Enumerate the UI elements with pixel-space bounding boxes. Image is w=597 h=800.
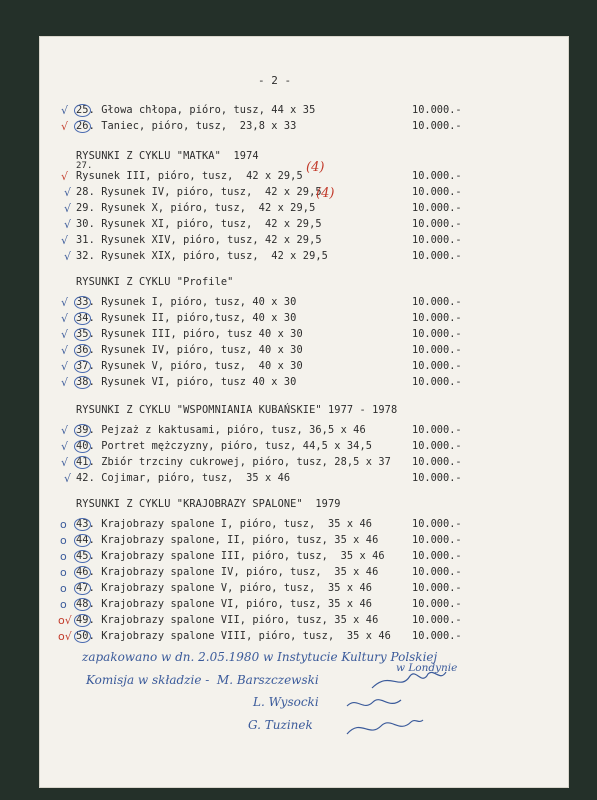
check-mark-icon: √ xyxy=(61,424,69,437)
list-item: 31. Rysunek XIV, pióro, tusz, 42 x 29,5 xyxy=(76,234,322,246)
list-item: 30. Rysunek XI, pióro, tusz, 42 x 29,5 xyxy=(76,218,322,230)
list-item: Rysunek III, pióro, tusz, 42 x 29,5 xyxy=(76,170,303,182)
list-item: 40. Portret mężczyzny, pióro, tusz, 44,5 x 34,5 xyxy=(76,440,373,452)
ink-circle xyxy=(74,440,91,453)
list-item: 46. Krajobrazy spalone IV, pióro, tusz, 35 x 46 xyxy=(76,566,379,578)
item-price: 10.000.- xyxy=(412,456,462,468)
check-mark-icon: √ xyxy=(61,104,69,117)
item-price: 10.000.- xyxy=(412,376,462,388)
ink-circle xyxy=(74,630,91,643)
check-mark-icon: √ xyxy=(61,376,69,389)
check-mark-icon: √ xyxy=(61,296,69,309)
list-item: 35. Rysunek III, pióro, tusz 40 x 30 xyxy=(76,328,303,340)
item-price: 10.000.- xyxy=(412,202,462,214)
check-mark-icon: √ xyxy=(61,328,69,341)
list-item: 36. Rysunek IV, pióro, tusz, 40 x 30 xyxy=(76,344,303,356)
list-item: 43. Krajobrazy spalone I, pióro, tusz, 35 x 46 xyxy=(76,518,373,530)
list-item: 32. Rysunek XIX, pióro, tusz, 42 x 29,5 xyxy=(76,250,328,262)
list-item: 49. Krajobrazy spalone VII, pióro, tusz, 35 x 46 xyxy=(76,614,379,626)
item-price: 10.000.- xyxy=(412,566,462,578)
handwritten-location-note: w Londynie xyxy=(396,662,458,674)
item-price: 10.000.- xyxy=(412,614,462,626)
list-item: 42. Cojimar, pióro, tusz, 35 x 46 xyxy=(76,472,291,484)
circle-mark-icon: o xyxy=(60,534,67,547)
item-price: 10.000.- xyxy=(412,440,462,452)
circle-mark-icon: o xyxy=(60,566,67,579)
item-price: 10.000.- xyxy=(412,360,462,372)
check-mark-icon: √ xyxy=(61,120,69,133)
item-price: 10.000.- xyxy=(412,630,462,642)
item-price: 10.000.- xyxy=(412,328,462,340)
list-item: 38. Rysunek VI, pióro, tusz 40 x 30 xyxy=(76,376,297,388)
signature-2 xyxy=(345,692,405,714)
page-number: - 2 - xyxy=(258,74,292,87)
section-heading: RYSUNKI Z CYKLU "WSPOMNIANIA KUBAŃSKIE" 1977 - 1978 xyxy=(76,404,398,416)
list-item: 50. Krajobrazy spalone VIII, pióro, tusz, 35 x 46 xyxy=(76,630,391,642)
item-price: 10.000.- xyxy=(412,472,462,484)
item-price: 10.000.- xyxy=(412,598,462,610)
check-mark-icon: √ xyxy=(64,218,72,231)
item-price: 10.000.- xyxy=(412,312,462,324)
check-mark-icon: √ xyxy=(64,472,72,485)
ink-circle xyxy=(74,312,91,325)
ink-circle xyxy=(74,360,91,373)
list-item: 37. Rysunek V, pióro, tusz, 40 x 30 xyxy=(76,360,303,372)
check-mark-icon: √ xyxy=(61,440,69,453)
item-price: 10.000.- xyxy=(412,218,462,230)
ink-circle xyxy=(74,296,91,309)
handwritten-packing-note: zapakowano w dn. 2.05.1980 w Instytucie Kultury Polskiej xyxy=(82,650,438,664)
item-price: 10.000.- xyxy=(412,250,462,262)
section-heading: RYSUNKI Z CYKLU "KRAJOBRAZY SPALONE" 1979 xyxy=(76,498,341,510)
check-mark-icon: √ xyxy=(64,250,72,263)
list-item: 28. Rysunek IV, pióro, tusz, 42 x 29,5 xyxy=(76,186,322,198)
section-heading: RYSUNKI Z CYKLU "MATKA" 1974 xyxy=(76,150,259,162)
signature-3 xyxy=(345,712,425,742)
ink-circle xyxy=(74,104,91,117)
item-price: 10.000.- xyxy=(412,120,462,132)
item-price: 10.000.- xyxy=(412,518,462,530)
list-item: 47. Krajobrazy spalone V, pióro, tusz, 35 x 46 xyxy=(76,582,373,594)
check-mark-icon: √ xyxy=(61,360,69,373)
item-price: 10.000.- xyxy=(412,170,462,182)
ink-circle xyxy=(74,344,91,357)
ink-circle xyxy=(74,424,91,437)
item-price: 10.000.- xyxy=(412,424,462,436)
list-item: 25. Głowa chłopa, pióro, tusz, 44 x 35 xyxy=(76,104,316,116)
ink-circle xyxy=(74,534,91,547)
item-price: 10.000.- xyxy=(412,550,462,562)
signature-1 xyxy=(370,664,450,694)
check-mark-icon: √ xyxy=(64,202,72,215)
ink-circle xyxy=(74,582,91,595)
check-mark-icon: √ xyxy=(61,234,69,247)
list-item: 33. Rysunek I, pióro, tusz, 40 x 30 xyxy=(76,296,297,308)
ink-circle xyxy=(74,614,91,627)
list-item: 26. Taniec, pióro, tusz, 23,8 x 33 xyxy=(76,120,297,132)
list-item: 48. Krajobrazy spalone VI, pióro, tusz, 35 x 46 xyxy=(76,598,373,610)
circle-mark-icon: o xyxy=(60,598,67,611)
list-item: 34. Rysunek II, pióro,tusz, 40 x 30 xyxy=(76,312,297,324)
list-item: 44. Krajobrazy spalone, II, pióro, tusz, 35 x 46 xyxy=(76,534,379,546)
ink-circle xyxy=(74,598,91,611)
handwritten-member-name: G. Tuzinek xyxy=(248,718,313,732)
circle-mark-icon: o xyxy=(60,550,67,563)
list-item: 29. Rysunek X, pióro, tusz, 42 x 29,5 xyxy=(76,202,316,214)
ink-circle xyxy=(74,550,91,563)
item-price: 10.000.- xyxy=(412,534,462,546)
item-price: 10.000.- xyxy=(412,582,462,594)
handwritten-note: (4) xyxy=(316,186,335,201)
check-mark-icon: √ xyxy=(61,312,69,325)
check-mark-icon: o√ xyxy=(58,614,72,627)
check-mark-icon: o√ xyxy=(58,630,72,643)
check-mark-icon: √ xyxy=(61,170,69,183)
handwritten-member-name: L. Wysocki xyxy=(253,695,319,709)
ink-circle xyxy=(74,518,91,531)
item-number: 27. xyxy=(76,161,93,171)
list-item: 41. Zbiór trzciny cukrowej, pióro, tusz, 28,5 x 37 xyxy=(76,456,391,468)
ink-circle xyxy=(74,376,91,389)
check-mark-icon: √ xyxy=(61,456,69,469)
item-price: 10.000.- xyxy=(412,186,462,198)
check-mark-icon: √ xyxy=(64,186,72,199)
ink-circle xyxy=(74,120,91,133)
ink-circle xyxy=(74,566,91,579)
circle-mark-icon: o xyxy=(60,582,67,595)
item-price: 10.000.- xyxy=(412,296,462,308)
list-item: 39. Pejzaż z kaktusami, pióro, tusz, 36,5 x 46 xyxy=(76,424,366,436)
item-price: 10.000.- xyxy=(412,234,462,246)
ink-circle xyxy=(74,328,91,341)
section-heading: RYSUNKI Z CYKLU "Profile" xyxy=(76,276,234,288)
handwritten-note: (4) xyxy=(306,160,325,175)
item-price: 10.000.- xyxy=(412,104,462,116)
ink-circle xyxy=(74,456,91,469)
check-mark-icon: √ xyxy=(61,344,69,357)
list-item: 45. Krajobrazy spalone III, pióro, tusz, 35 x 46 xyxy=(76,550,385,562)
circle-mark-icon: o xyxy=(60,518,67,531)
item-price: 10.000.- xyxy=(412,344,462,356)
handwritten-committee-line: Komisja w składzie - M. Barszczewski xyxy=(86,673,319,687)
